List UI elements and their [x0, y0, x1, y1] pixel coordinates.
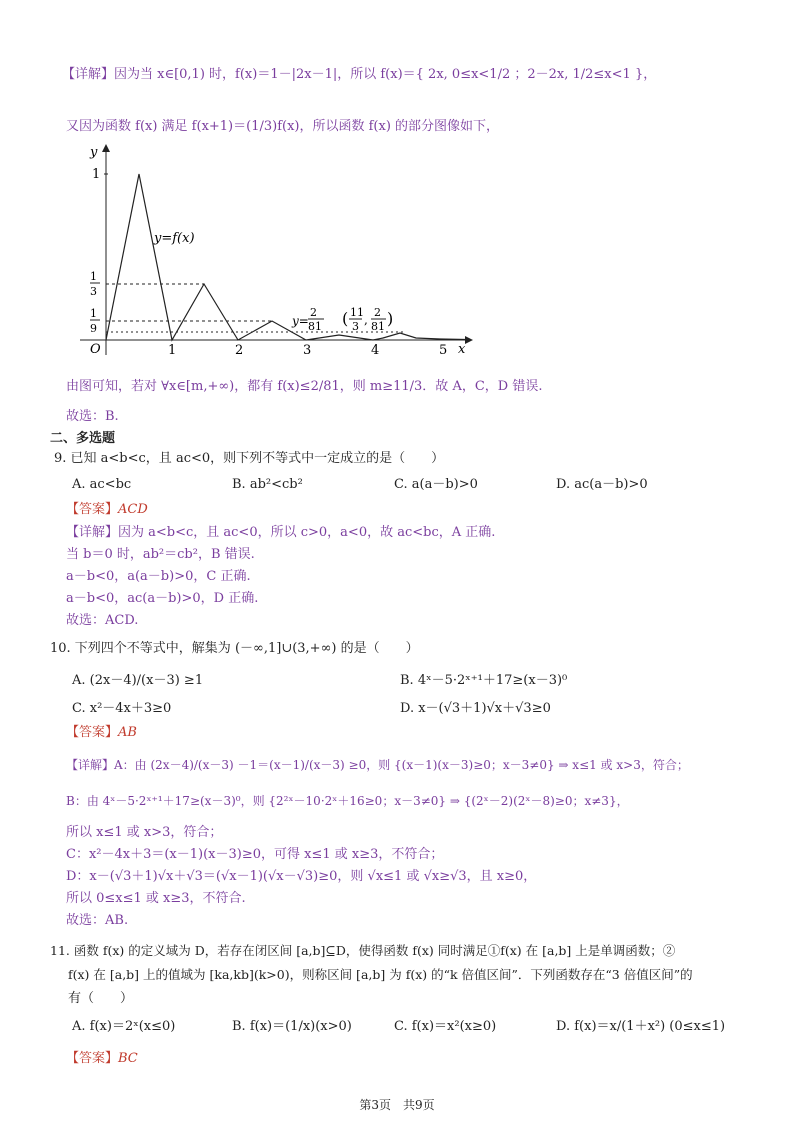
detail-line: 【详解】因为 a<b<c，且 ac<0，所以 c>0，a<0，故 ac<bc，A 正确. [66, 525, 496, 540]
option-b: B. ab²<cb² [232, 477, 303, 492]
answer-value: ACD [118, 502, 148, 517]
function-graph [60, 140, 480, 360]
point-num: 11 [350, 306, 364, 319]
answer-tag: 【答案】 [66, 1051, 119, 1066]
x-tick: 1 [168, 343, 177, 358]
x-tick: 4 [371, 343, 380, 358]
y-tick-ninth-den: 9 [90, 322, 97, 335]
option-b: B. 4ˣ－5·2ˣ⁺¹＋17≥(x－3)⁰ [400, 673, 568, 688]
option-a: A. (2x－4)/(x－3) ≥1 [72, 673, 204, 688]
option-c: C. a(a－b)>0 [394, 477, 478, 492]
option-a: A. f(x)＝2ˣ(x≤0) [72, 1019, 176, 1034]
y-tick-ninth: 1 [90, 307, 97, 320]
option-d: D. x－(√3＋1)√x＋√3≥0 [400, 701, 551, 716]
option-c: C. f(x)＝x²(x≥0) [394, 1019, 497, 1034]
option-c: C. x²－4x＋3≥0 [72, 701, 172, 716]
detail-line: B：由 4ˣ－5·2ˣ⁺¹＋17≥(x－3)⁰，则 {2²ˣ－10·2ˣ＋16≥0；x－3≠0} ⇒ {(2ˣ－2)(2ˣ－8)≥0；x≠3}， [66, 794, 629, 808]
detail-line: 故选：B. [66, 409, 119, 424]
point-den: 3 [352, 320, 359, 333]
y-axis-label: y [90, 145, 98, 160]
y-tick-third: 1 [90, 270, 97, 283]
point-label-open: ( [342, 309, 349, 328]
option-d: D. f(x)＝x/(1＋x²) (0≤x≤1) [556, 1019, 726, 1034]
detail-line: 【详解】A：由 (2x－4)/(x－3) －1＝(x－1)/(x－3) ≥0，则 {(x－1)(x－3)≥0；x－3≠0} ⇒ x≤1 或 x>3，符合； [66, 758, 689, 772]
section-title: 二、多选题 [50, 431, 116, 446]
detail-line: 故选：AB. [66, 913, 129, 928]
detail-line: 当 b＝0 时，ab²＝cb²，B 错误. [66, 547, 255, 562]
answer-value: AB [118, 725, 137, 740]
detail-line: a－b<0，a(a－b)>0，C 正确. [66, 569, 251, 584]
point-label-close: ) [387, 309, 394, 328]
answer-value: BC [118, 1051, 138, 1066]
answer-line [66, 1050, 138, 1068]
x-axis-arrow [465, 336, 473, 344]
point-num2: 2 [374, 306, 381, 319]
question-stem: 11. 函数 f(x) 的定义域为 D，若存在闭区间 [a,b]⊆D，使得函数 f(x) 同时满足①f(x) 在 [a,b] 上是单调函数；② [50, 943, 676, 958]
origin-label: O [90, 342, 101, 357]
x-axis-label: x [458, 342, 466, 357]
detail-line: 故选：ACD. [66, 613, 139, 628]
detail-line: C：x²－4x＋3＝(x－1)(x－3)≥0，可得 x≤1 或 x≥3，不符合； [66, 847, 444, 862]
option-d: D. ac(a－b)>0 [556, 477, 648, 492]
answer-line [66, 724, 137, 742]
detail-line: 又因为函数 f(x) 满足 f(x+1)＝(1/3)f(x)，所以函数 f(x) 的部分图像如下， [66, 119, 500, 134]
level-label: y= [292, 314, 309, 328]
answer-tag: 【答案】 [66, 725, 119, 740]
x-tick: 5 [439, 343, 448, 358]
y-tick-third-den: 3 [90, 285, 97, 298]
detail-line: 所以 0≤x≤1 或 x≥3，不符合. [66, 891, 246, 906]
point-comma: , [364, 313, 368, 327]
func-label: y=f(x) [154, 231, 195, 246]
x-tick: 2 [235, 343, 244, 358]
point-den2: 81 [371, 320, 385, 333]
option-a: A. ac<bc [72, 477, 132, 492]
y-tick-1: 1 [92, 167, 101, 182]
level-den: 81 [308, 320, 322, 333]
answer-tag: 【答案】 [66, 502, 119, 517]
question-stem: f(x) 在 [a,b] 上的值域为 [ka,kb](k>0)，则称区间 [a,b] 为 f(x) 的“k 倍值区间”．下列函数存在“3 倍值区间”的 [68, 967, 693, 982]
detail-line: D：x－(√3＋1)√x＋√3＝(√x－1)(√x－√3)≥0，则 √x≤1 或 √x≥√3，且 x≥0， [66, 869, 537, 884]
question-stem: 10. 下列四个不等式中，解集为 (－∞,1]∪(3,+∞) 的是（ ） [50, 641, 419, 656]
detail-line: 所以 x≤1 或 x>3，符合； [66, 825, 223, 840]
page-footer: 第3页 共9页 [359, 1098, 435, 1112]
answer-line [66, 501, 148, 519]
level-num: 2 [310, 306, 317, 319]
option-b: B. f(x)＝(1/x)(x>0) [232, 1019, 352, 1034]
x-tick: 3 [303, 343, 312, 358]
question-stem: 9. 已知 a<b<c，且 ac<0，则下列不等式中一定成立的是（ ） [54, 451, 445, 466]
detail-line: 由图可知，若对 ∀x∈[m,+∞)，都有 f(x)≤2/81，则 m≥11/3．故 A，C，D 错误. [66, 379, 543, 394]
question-stem: 有（ ） [68, 991, 134, 1006]
detail-line: a－b<0，ac(a－b)>0，D 正确. [66, 591, 259, 606]
detail-line: 【详解】因为当 x∈[0,1) 时，f(x)＝1－|2x－1|，所以 f(x)＝{ 2x, 0≤x<1/2 ；2－2x, 1/2≤x<1 }， [62, 67, 657, 82]
y-axis-arrow [102, 144, 110, 152]
f-curve [106, 174, 465, 340]
